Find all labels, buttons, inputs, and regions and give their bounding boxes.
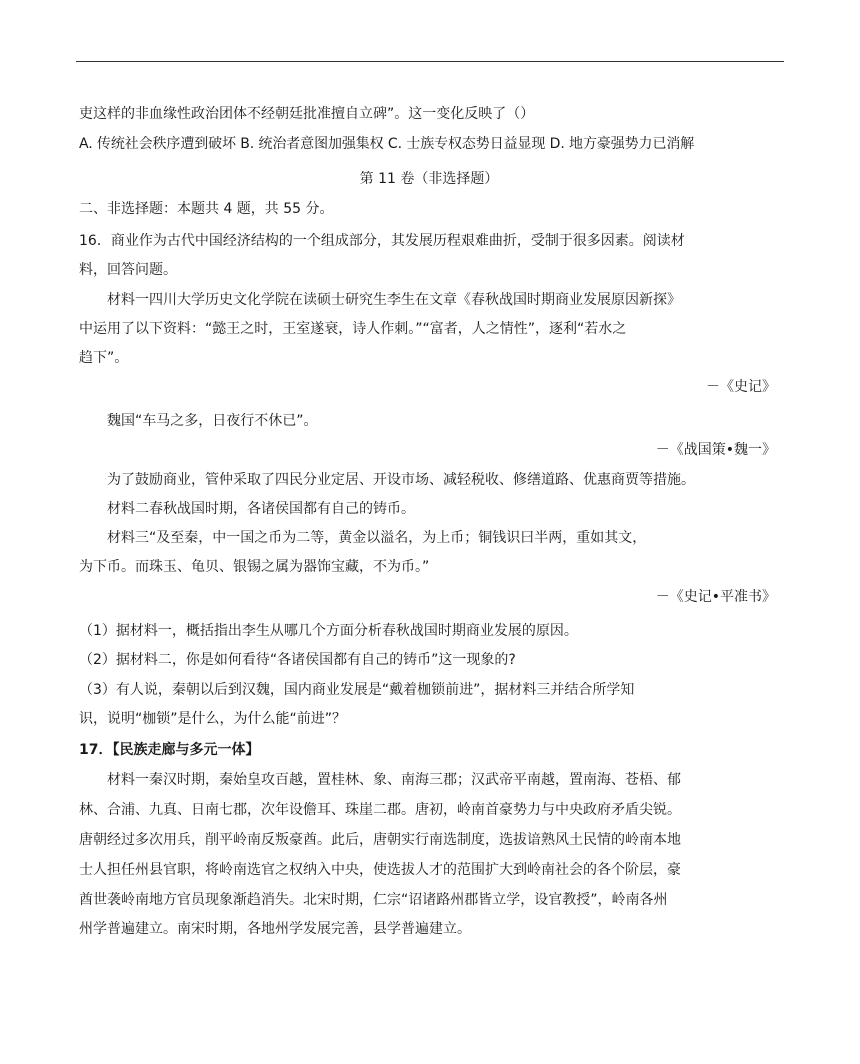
q16-guanzhong: 为了鼓励商业，管仲采取了四民分业定居、开设市场、减轻税收、修缮道路、优惠商贾等措施。 xyxy=(107,472,695,488)
q16-wei-quote: 魏国“车马之多，日夜行不休已”。 xyxy=(107,413,318,429)
q17-paragraph-line2: 林、合浦、九真、日南七郡，次年设儋耳、珠崖二郡。唐初，岭南首豪势力与中央政府矛盾尖锐。 xyxy=(79,802,681,818)
q16-intro-line1: 16．商业作为古代中国经济结构的一个组成部分，其发展历程艰难曲折，受制于很多因素。阅读材 xyxy=(79,233,685,249)
q16-material3-line2: 为下币。而珠玉、龟贝、银锡之属为器饰宝藏，不为币。” xyxy=(79,559,430,575)
volume-title: 第 11 卷（非选择题） xyxy=(359,171,499,187)
q17-title: 17．【民族走廊与多元一体】 xyxy=(79,742,260,758)
q17-paragraph-line1: 材料一秦汉时期，秦始皇攻百越，置桂林、象、南海三郡；汉武帝平南越，置南海、苍梧、郁 xyxy=(107,772,681,788)
q15-stem-tail: 吏这样的非血缘性政治团体不经朝廷批准擅自立碑”。这一变化反映了（） xyxy=(79,106,535,122)
q16-source-zhanguoce: －《战国策•魏一》 xyxy=(655,442,776,458)
q16-source-pingzhunshu: －《史记•平准书》 xyxy=(655,589,776,605)
q16-material1-line3: 趋下”。 xyxy=(79,350,129,366)
q16-subquestion-3-line1: （3）有人说，秦朝以后到汉魏，国内商业发展是“戴着枷锁前进”，据材料三并结合所学知 xyxy=(79,682,635,698)
q16-material3-line1: 材料三“及至秦，中一国之币为二等，黄金以溢名，为上币；铜钱识曰半两，重如其文， xyxy=(107,530,647,546)
q17-paragraph-line6: 州学普遍建立。南宋时期，各地州学发展完善，县学普遍建立。 xyxy=(79,921,471,937)
q16-material2: 材料二春秋战国时期，各诸侯国都有自己的铸币。 xyxy=(107,501,415,517)
q16-material1-line2: 中运用了以下资料：“懿王之时，王室遂衰，诗人作刺。”“富者，人之情性”，逐利“若水之 xyxy=(79,321,627,337)
q16-subquestion-2: （2）据材料二，你是如何看待“各诸侯国都有自己的铸币”这一现象的? xyxy=(79,652,516,668)
q16-subquestion-1: （1）据材料一，概括指出李生从哪几个方面分析春秋战国时期商业发展的原因。 xyxy=(79,623,578,639)
q15-options: A. 传统社会秩序遭到破坏 B. 统治者意图加强集权 C. 士族专权态势日益显现 D. 地方豪强势力已消解 xyxy=(79,136,695,152)
q16-subquestion-3-line2: 识，说明“枷锁”是什么，为什么能“前进”？ xyxy=(79,711,347,727)
section-header: 二、非选择题：本题共 4 题，共 55 分。 xyxy=(79,201,334,217)
q16-material1-line1: 材料一四川大学历史文化学院在读硕士研究生李生在文章《春秋战国时期商业发展原因新探》 xyxy=(107,292,681,308)
q16-source-shiji: －《史记》 xyxy=(706,379,776,395)
q17-paragraph-line4: 士人担任州县官职，将岭南选官之权纳入中央，使选拔人才的范围扩大到岭南社会的各个阶层，豪 xyxy=(79,862,681,878)
q17-paragraph-line5: 酋世袭岭南地方官员现象渐趋消失。北宋时期，仁宗“诏诸路州郡皆立学，设官教授”，岭南各州 xyxy=(79,892,668,908)
q16-intro-line2: 料，回答问题。 xyxy=(79,262,177,278)
header-rule xyxy=(76,61,784,62)
q17-paragraph-line3: 唐朝经过多次用兵，削平岭南反叛豪酋。此后，唐朝实行南选制度，选拔谙熟风土民情的岭南本地 xyxy=(79,832,681,848)
